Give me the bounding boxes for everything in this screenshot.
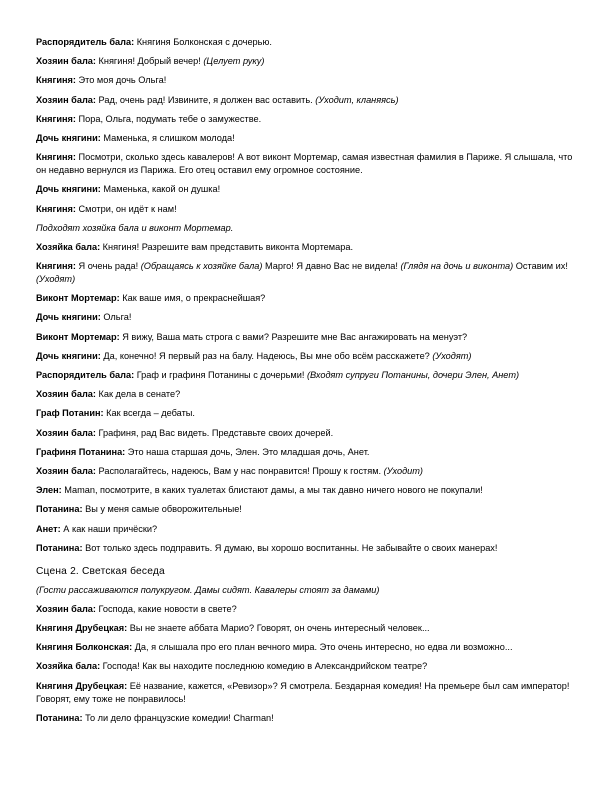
dialogue-text: А как наши причёски?	[60, 523, 158, 534]
dialogue-text: Вы не знаете аббата Марио? Говорят, он очень интересный человек...	[127, 623, 430, 634]
stage-remark: (Входят супруги Потанины, дочери Элен, Анет)	[306, 370, 520, 380]
speaker-name: Дочь княгини:	[36, 132, 101, 143]
document-page	[36, 36, 576, 731]
speaker-name: Княгиня:	[36, 203, 76, 214]
speaker-name: Распорядитель бала:	[36, 370, 135, 380]
speaker-name: Хозяин бала:	[36, 389, 96, 400]
dialogue-text: Графиня, рад Вас видеть. Представьте своих дочерей.	[95, 427, 334, 438]
speaker-name: Виконт Мортемар:	[36, 293, 120, 304]
dialogue-text: Рад, очень рад! Извините, я должен вас оставить.	[95, 94, 316, 105]
speaker-name: Распорядитель бала:	[36, 37, 135, 47]
dialogue-text: Это наша старшая дочь, Элен. Это младшая дочь, Анет.	[125, 446, 370, 457]
stage-remark: (Целует руку)	[203, 56, 265, 67]
dialogue-text: Ольга!	[100, 312, 132, 323]
speaker-name: Потанина:	[36, 712, 83, 723]
dialogue-line	[36, 94, 576, 107]
dialogue-line	[36, 311, 576, 324]
stage-remark: (Уходит, кланяясь)	[315, 94, 399, 105]
speaker-name: Дочь княгини:	[36, 350, 101, 361]
dialogue-line	[36, 292, 576, 305]
scene-heading: Сцена 2. Светская беседа	[36, 565, 165, 577]
dialogue-line	[36, 712, 576, 725]
speaker-name: Княгиня:	[36, 113, 76, 124]
dialogue-text: Граф и графиня Потанины с дочерьми!	[134, 370, 307, 380]
dialogue-text: Оставим их!	[513, 261, 568, 272]
dialogue-line	[36, 680, 576, 706]
speaker-name: Княгиня:	[36, 261, 76, 272]
speaker-name: Анет:	[36, 523, 61, 534]
speaker-name: Хозяин бала:	[36, 427, 96, 438]
dialogue-text: Вот только здесь подправить. Я думаю, вы хорошо воспитанны. Не забывайте о своих манерах!	[82, 542, 498, 553]
stage-remark: (Глядя на дочь и виконта)	[400, 261, 514, 272]
dialogue-line	[36, 350, 576, 363]
dialogue-text: Как дела в сенате?	[95, 389, 181, 400]
dialogue-line	[36, 641, 576, 654]
dialogue-line	[36, 74, 576, 87]
dialogue-text: Я очень рада!	[75, 261, 141, 272]
stage-remark: (Уходят)	[36, 274, 76, 285]
stage-direction: (Гости рассаживаются полукругом. Дамы сидят. Кавалеры стоят за дамами)	[36, 584, 380, 595]
dialogue-line	[36, 36, 576, 49]
dialogue-line	[36, 241, 576, 254]
speaker-name: Княгиня:	[36, 152, 76, 163]
speaker-name: Княгиня:	[36, 75, 76, 86]
speaker-name: Графиня Потанина:	[36, 446, 126, 457]
dialogue-text: Господа, какие новости в свете?	[95, 603, 237, 614]
dialogue-text: Маменька, какой он душка!	[100, 184, 221, 195]
dialogue-text: Княгиня! Разрешите вам представить виконта Мортемара.	[100, 241, 353, 252]
speaker-name: Граф Потанин:	[36, 408, 104, 419]
dialogue-text: Как всегда – дебаты.	[103, 408, 195, 419]
dialogue-line	[36, 388, 576, 401]
dialogue-text: То ли дело французские комедии! Charman!	[82, 712, 274, 723]
speaker-name: Потанина:	[36, 504, 83, 515]
dialogue-line	[36, 523, 576, 536]
dialogue-line	[36, 465, 576, 478]
speaker-name: Хозяйка бала:	[36, 661, 101, 672]
dialogue-text: Княгиня Болконская с дочерью.	[134, 37, 272, 47]
dialogue-text: Маменька, я слишком молода!	[100, 132, 235, 143]
dialogue-line	[36, 183, 576, 196]
dialogue-line	[36, 446, 576, 459]
speaker-name: Княгиня Друбецкая:	[36, 623, 128, 634]
speaker-name: Виконт Мортемар:	[36, 331, 120, 342]
stage-remark: (Обращаясь к хозяйке бала)	[140, 261, 263, 272]
dialogue-text: Господа! Как вы находите последнюю комедию в Александрийском театре?	[100, 661, 428, 672]
dialogue-line	[36, 132, 576, 145]
dialogue-text: Посмотри, сколько здесь кавалеров! А вот виконт Мортемар, самая известная фамилия в Париже. Я слышала, что он недавно вернулся из Парижа. Его отец оставил ему огромное состояние.	[36, 152, 573, 176]
dialogue-line	[36, 407, 576, 420]
dialogue-text: Пора, Ольга, подумать тебе о замужестве.	[75, 113, 262, 124]
speaker-name: Княгиня Друбецкая:	[36, 680, 128, 691]
dialogue-line	[36, 484, 576, 497]
stage-direction: Подходят хозяйка бала и виконт Мортемар.	[36, 222, 234, 233]
dialogue-line	[36, 203, 576, 216]
dialogue-line	[36, 542, 576, 555]
speaker-name: Хозяин бала:	[36, 603, 96, 614]
dialogue-line	[36, 369, 576, 382]
dialogue-line	[36, 427, 576, 440]
dialogue-text: Княгиня! Добрый вечер!	[95, 56, 204, 67]
speaker-name: Дочь княгини:	[36, 184, 101, 195]
speaker-name: Хозяин бала:	[36, 56, 96, 67]
dialogue-line	[36, 622, 576, 635]
speaker-name: Дочь княгини:	[36, 312, 101, 323]
stage-remark: (Уходят)	[432, 350, 472, 361]
dialogue-text: Её название, кажется, «Ревизор»? Я смотрела. Бездарная комедия! На премьере был сам император! Говорят, ему тоже не понравилось!	[36, 680, 570, 704]
dialogue-line	[36, 55, 576, 68]
stage-remark: (Уходит)	[383, 465, 423, 476]
dialogue-line	[36, 603, 576, 616]
speaker-name: Элен:	[36, 485, 62, 496]
speaker-name: Хозяин бала:	[36, 465, 96, 476]
dialogue-text: Это моя дочь Ольга!	[75, 75, 167, 86]
dialogue-line	[36, 660, 576, 673]
speaker-name: Хозяйка бала:	[36, 241, 101, 252]
dialogue-line	[36, 151, 576, 177]
dialogue-text: Марго! Я давно Вас не видела!	[262, 261, 401, 272]
speaker-name: Княгиня Болконская:	[36, 642, 133, 653]
dialogue-text: Как ваше имя, о прекраснейшая?	[119, 293, 266, 304]
dialogue-text: Я вижу, Ваша мать строга с вами? Разрешите мне Вас ангажировать на менуэт?	[119, 331, 468, 342]
dialogue-line	[36, 331, 576, 344]
dialogue-line	[36, 503, 576, 516]
dialogue-line	[36, 113, 576, 126]
dialogue-text: Да, конечно! Я первый раз на балу. Надеюсь, Вы мне обо всём расскажете?	[100, 350, 433, 361]
dialogue-text: Смотри, он идёт к нам!	[75, 203, 177, 214]
dialogue-text: Да, я слышала про его план вечного мира. Это очень интересно, но едва ли возможно...	[132, 642, 513, 653]
dialogue-line	[36, 260, 576, 286]
speaker-name: Хозяин бала:	[36, 94, 96, 105]
speaker-name: Потанина:	[36, 542, 83, 553]
dialogue-text: Располагайтесь, надеюсь, Вам у нас понравится! Прошу к гостям.	[95, 465, 384, 476]
dialogue-text: Maman, посмотрите, в каких туалетах блистают дамы, а мы так давно ничего нового не покупали!	[61, 485, 483, 496]
dialogue-text: Вы у меня самые обворожительные!	[82, 504, 242, 515]
